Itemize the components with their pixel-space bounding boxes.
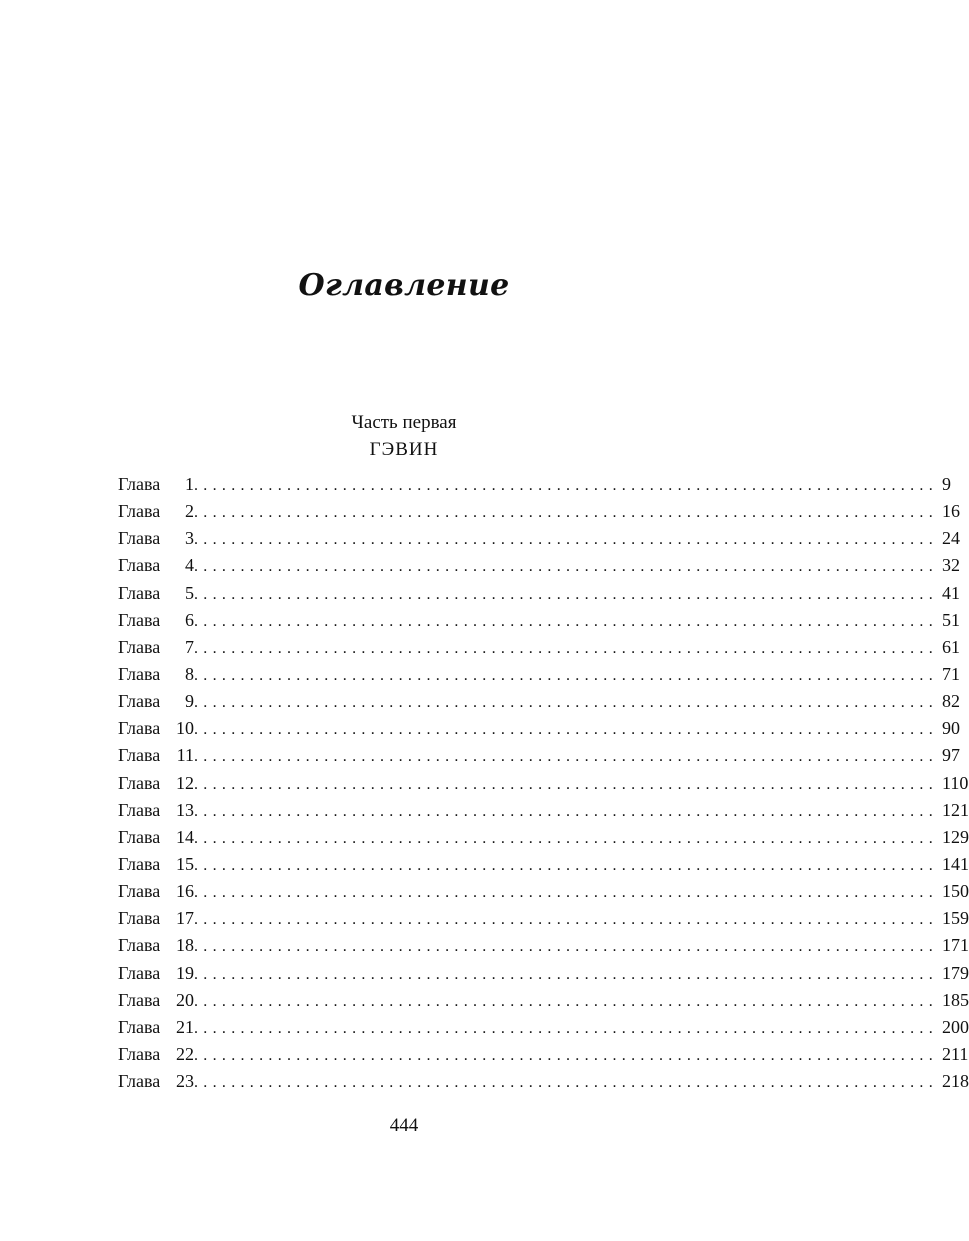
toc-entry-label bbox=[118, 718, 194, 739]
toc-entry[interactable] bbox=[118, 960, 969, 987]
toc-entry-word: Глава bbox=[118, 989, 161, 1010]
dot-leader: ................................................................................ bbox=[194, 721, 938, 739]
toc-entry-number: 15 bbox=[176, 854, 194, 875]
toc-entry-word: Глава bbox=[118, 1044, 161, 1065]
toc-entry-word: Глава bbox=[118, 935, 161, 956]
toc-entry[interactable] bbox=[118, 1041, 969, 1068]
toc-entry[interactable] bbox=[118, 688, 960, 715]
toc-entry-number: 5 bbox=[185, 582, 194, 603]
toc-entry-number: 4 bbox=[185, 555, 194, 576]
dot-leader: ................................................................................ bbox=[194, 531, 938, 549]
toc-entry-word: Глава bbox=[118, 691, 161, 712]
part-name: ГЭВИН bbox=[369, 439, 439, 460]
dot-leader: ................................................................................ bbox=[194, 558, 938, 576]
toc-entry-page: 24 bbox=[942, 528, 960, 549]
table-of-contents bbox=[118, 471, 969, 1095]
toc-entry-number: 17 bbox=[176, 908, 194, 929]
toc-entry-number: 1 bbox=[185, 474, 194, 495]
toc-entry-page: 82 bbox=[942, 691, 960, 712]
toc-entry-page: 150 bbox=[942, 881, 969, 902]
toc-entry-word: Глава bbox=[118, 745, 161, 766]
dot-leader: ................................................................................ bbox=[194, 911, 938, 929]
toc-entry[interactable] bbox=[118, 851, 969, 878]
toc-entry-label bbox=[118, 935, 194, 956]
toc-entry[interactable] bbox=[118, 878, 969, 905]
toc-entry[interactable] bbox=[118, 634, 960, 661]
toc-entry-label bbox=[118, 990, 194, 1011]
toc-entry[interactable] bbox=[118, 498, 960, 525]
toc-entry-word: Глава bbox=[118, 962, 161, 983]
toc-entry[interactable] bbox=[118, 1068, 969, 1095]
toc-entry-number: 16 bbox=[176, 881, 194, 902]
dot-leader: ................................................................................ bbox=[194, 1019, 938, 1037]
toc-entry[interactable] bbox=[118, 552, 960, 579]
toc-entry-word: Глава bbox=[118, 826, 161, 847]
toc-entry[interactable] bbox=[118, 770, 969, 797]
toc-entry-page: 41 bbox=[942, 582, 960, 603]
toc-entry-word: Глава bbox=[118, 799, 161, 820]
toc-entry-label bbox=[118, 773, 194, 794]
toc-entry-label bbox=[118, 610, 194, 631]
toc-entry-word: Глава bbox=[118, 881, 161, 902]
dot-leader: ................................................................................ bbox=[194, 585, 938, 603]
dot-leader: ................................................................................ bbox=[194, 694, 938, 712]
toc-entry-word: Глава bbox=[118, 1071, 161, 1092]
toc-entry-number: 9 bbox=[185, 691, 194, 712]
toc-entry[interactable] bbox=[118, 987, 969, 1014]
dot-leader: ................................................................................ bbox=[194, 1074, 938, 1092]
toc-entry[interactable] bbox=[118, 824, 969, 851]
page-number: 444 bbox=[389, 1115, 419, 1136]
dot-leader: ................................................................................ bbox=[194, 829, 938, 847]
toc-entry-number: 12 bbox=[176, 772, 194, 793]
toc-entry-page: 32 bbox=[942, 555, 960, 576]
dot-leader: ................................................................................ bbox=[194, 992, 938, 1010]
toc-entry-number: 10 bbox=[176, 718, 194, 739]
toc-entry-page: 141 bbox=[942, 854, 969, 875]
toc-entry-number: 20 bbox=[176, 989, 194, 1010]
dot-leader: ................................................................................ bbox=[194, 938, 938, 956]
toc-entry-page: 61 bbox=[942, 636, 960, 657]
toc-entry-number: 6 bbox=[185, 609, 194, 630]
toc-entry-word: Глава bbox=[118, 636, 161, 657]
toc-entry-number: 14 bbox=[176, 826, 194, 847]
toc-entry-label bbox=[118, 583, 194, 604]
toc-entry-number: 19 bbox=[176, 962, 194, 983]
toc-entry-page: 159 bbox=[942, 908, 969, 929]
toc-entry-page: 185 bbox=[942, 989, 969, 1010]
toc-entry-label bbox=[118, 691, 194, 712]
toc-entry-label bbox=[118, 555, 194, 576]
dot-leader: ................................................................................ bbox=[194, 1047, 938, 1065]
dot-leader: ................................................................................ bbox=[194, 748, 938, 766]
toc-entry[interactable] bbox=[118, 797, 969, 824]
part-label: Часть первая bbox=[351, 412, 457, 433]
toc-entry-label bbox=[118, 474, 194, 495]
toc-entry-word: Глава bbox=[118, 582, 161, 603]
toc-entry-label bbox=[118, 637, 194, 658]
toc-entry-page: 97 bbox=[942, 745, 960, 766]
toc-entry-word: Глава bbox=[118, 555, 161, 576]
toc-entry[interactable] bbox=[118, 1014, 969, 1041]
toc-entry-word: Глава bbox=[118, 664, 161, 685]
toc-entry-label bbox=[118, 963, 194, 984]
toc-entry-number: 7 bbox=[185, 636, 194, 657]
dot-leader: ................................................................................ bbox=[194, 857, 938, 875]
toc-entry-page: 16 bbox=[942, 501, 960, 522]
dot-leader: ................................................................................ bbox=[194, 477, 938, 495]
page-title: Оглавление bbox=[298, 268, 510, 303]
toc-entry-number: 3 bbox=[185, 528, 194, 549]
toc-entry-word: Глава bbox=[118, 718, 161, 739]
toc-entry-word: Глава bbox=[118, 528, 161, 549]
toc-entry-label bbox=[118, 1044, 194, 1065]
toc-entry-number: 8 bbox=[185, 664, 194, 685]
toc-entry-word: Глава bbox=[118, 854, 161, 875]
toc-entry-page: 218 bbox=[942, 1071, 969, 1092]
toc-entry-number: 23 bbox=[176, 1071, 194, 1092]
toc-entry-label bbox=[118, 528, 194, 549]
toc-entry-label bbox=[118, 908, 194, 929]
toc-entry[interactable] bbox=[118, 905, 969, 932]
toc-entry-word: Глава bbox=[118, 609, 161, 630]
toc-entry-word: Глава bbox=[118, 1016, 161, 1037]
toc-entry[interactable] bbox=[118, 580, 960, 607]
toc-entry-label bbox=[118, 854, 194, 875]
toc-entry-label bbox=[118, 1071, 194, 1092]
toc-entry-label bbox=[118, 664, 194, 685]
toc-entry-label bbox=[118, 501, 194, 522]
toc-entry[interactable] bbox=[118, 525, 960, 552]
toc-entry[interactable] bbox=[118, 742, 960, 769]
toc-entry-number: 11 bbox=[176, 745, 194, 766]
toc-entry-page: 200 bbox=[942, 1016, 969, 1037]
toc-entry-label bbox=[118, 881, 194, 902]
toc-entry-label bbox=[118, 745, 194, 766]
toc-entry-page: 90 bbox=[942, 718, 960, 739]
toc-entry-number: 13 bbox=[176, 799, 194, 820]
dot-leader: ................................................................................ bbox=[194, 884, 938, 902]
toc-entry-page: 211 bbox=[942, 1044, 969, 1065]
dot-leader: ................................................................................ bbox=[194, 775, 938, 793]
toc-entry-word: Глава bbox=[118, 474, 161, 495]
toc-entry[interactable] bbox=[118, 932, 969, 959]
toc-entry-number: 18 bbox=[176, 935, 194, 956]
toc-entry[interactable] bbox=[118, 607, 960, 634]
toc-entry[interactable] bbox=[118, 715, 960, 742]
toc-entry-word: Глава bbox=[118, 501, 161, 522]
dot-leader: ................................................................................ bbox=[194, 667, 938, 685]
toc-entry-number: 22 bbox=[176, 1044, 194, 1065]
toc-entry-page: 51 bbox=[942, 609, 960, 630]
toc-entry-page: 9 bbox=[942, 474, 951, 495]
toc-entry-label bbox=[118, 1017, 194, 1038]
toc-entry[interactable] bbox=[118, 661, 960, 688]
dot-leader: ................................................................................ bbox=[194, 612, 938, 630]
dot-leader: ................................................................................ bbox=[194, 504, 938, 522]
toc-entry-word: Глава bbox=[118, 908, 161, 929]
toc-entry-page: 71 bbox=[942, 664, 960, 685]
toc-entry-label bbox=[118, 800, 194, 821]
toc-entry-word: Глава bbox=[118, 772, 161, 793]
toc-entry-number: 2 bbox=[185, 501, 194, 522]
toc-entry-number: 21 bbox=[176, 1016, 194, 1037]
toc-entry-page: 179 bbox=[942, 962, 969, 983]
toc-entry-label bbox=[118, 827, 194, 848]
toc-entry-page: 171 bbox=[942, 935, 969, 956]
toc-entry-page: 110 bbox=[942, 772, 969, 793]
toc-entry-page: 121 bbox=[942, 799, 969, 820]
toc-entry[interactable] bbox=[118, 471, 951, 498]
dot-leader: ................................................................................ bbox=[194, 965, 938, 983]
dot-leader: ................................................................................ bbox=[194, 802, 938, 820]
dot-leader: ................................................................................ bbox=[194, 639, 938, 657]
toc-entry-page: 129 bbox=[942, 826, 969, 847]
